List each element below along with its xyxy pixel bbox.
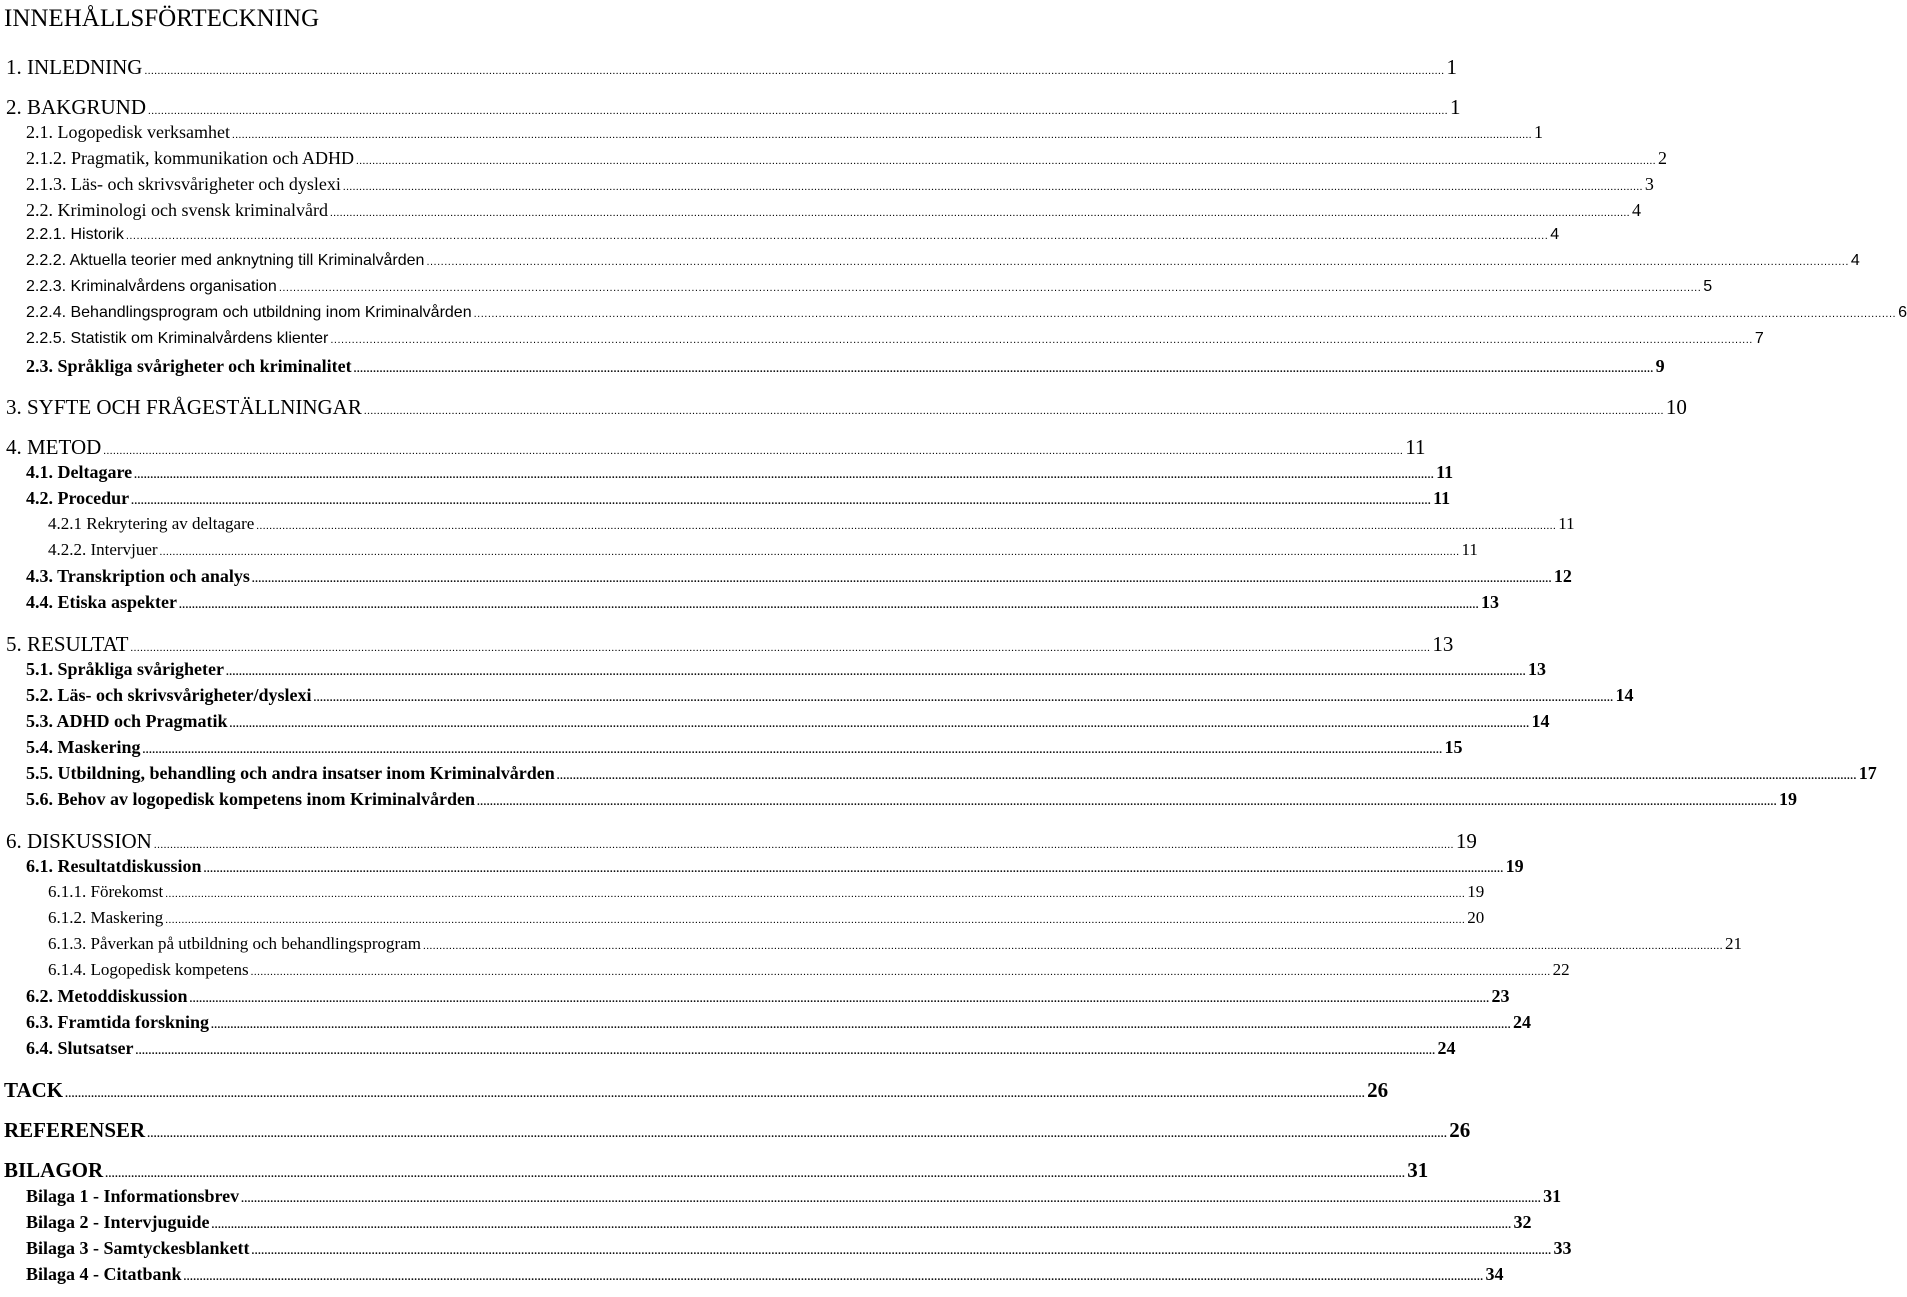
toc-leader-dots: ................................................................................................................................................................................................................................................................................................................................................................................................................ [130,642,1431,654]
toc-leader-dots: ................................................................................................................................................................................................................................................................................................................................................................................................................ [144,65,1445,77]
toc-entry[interactable] [6,632,1454,657]
toc-entry[interactable] [26,304,1907,322]
toc-entry-page: 31 [1543,1186,1562,1206]
toc-leader-dots: ................................................................................................................................................................................................................................................................................................................................................................................................................ [65,1088,1366,1100]
toc-entry[interactable] [4,1118,1471,1143]
toc-entry[interactable] [48,514,1575,534]
toc-entry-title: 4.2. Procedur [26,488,130,508]
toc-entry[interactable] [26,711,1550,732]
toc-entry[interactable] [48,882,1485,902]
toc-entry-page: 34 [1485,1264,1504,1284]
toc-entry-page: 13 [1432,632,1454,656]
toc-entry-title: Bilaga 3 - Samtyckesblankett [26,1238,250,1258]
toc-leader-dots: ................................................................................................................................................................................................................................................................................................................................................................................................................ [231,129,1532,141]
toc-leader-dots: ................................................................................................................................................................................................................................................................................................................................................................................................................ [179,599,1480,611]
toc-entry[interactable] [6,95,1461,120]
toc-entry[interactable] [26,592,1500,613]
toc-entry-page: 11 [1433,488,1451,508]
toc-entry-page: 11 [1405,435,1426,459]
toc-entry[interactable] [26,488,1451,509]
toc-entry-title: Bilaga 1 - Informationsbrev [26,1186,240,1206]
toc-entry[interactable] [26,856,1524,877]
toc-entry-title: 5.2. Läs- och skrivsvårigheter/dyslexi [26,685,312,705]
toc-entry-page: 26 [1367,1078,1389,1102]
toc-title: INNEHÅLLSFÖRTECKNING [4,5,320,32]
toc-entry[interactable] [48,934,1742,954]
toc-entry-title: 5.1. Språkliga svårigheter [26,659,224,679]
toc-entry-page: 9 [1655,356,1665,376]
toc-entry-page: 1 [1446,55,1457,79]
toc-entry[interactable] [48,540,1478,560]
toc-leader-dots: ................................................................................................................................................................................................................................................................................................................................................................................................................ [329,207,1630,219]
toc-entry[interactable] [26,659,1546,680]
toc-leader-dots: ................................................................................................................................................................................................................................................................................................................................................................................................................ [229,718,1530,730]
toc-entry-title: 5.4. Maskering [26,737,141,757]
toc-entry-page: 19 [1467,882,1485,901]
toc-leader-dots: ................................................................................................................................................................................................................................................................................................................................................................................................................ [556,770,1857,782]
toc-entry-title: 2.2.5. Statistik om Kriminalvårdens klienter [26,330,329,347]
toc-entry-title: 6.1. Resultatdiskussion [26,856,202,876]
toc-entry-title: 4.1. Deltagare [26,462,133,482]
toc-entry-title: 2.2.4. Behandlingsprogram och utbildning inom Kriminalvården [26,304,472,321]
toc-leader-dots: ................................................................................................................................................................................................................................................................................................................................................................................................................ [355,155,1656,167]
toc-entry[interactable] [48,960,1570,980]
toc-entry-page: 15 [1444,737,1463,757]
toc-entry-page: 4 [1631,200,1641,220]
toc-leader-dots: ................................................................................................................................................................................................................................................................................................................................................................................................................ [165,914,1466,926]
toc-entry[interactable] [26,685,1634,706]
toc-entry-page: 32 [1513,1212,1532,1232]
toc-entry[interactable] [4,1078,1389,1103]
toc-leader-dots: ................................................................................................................................................................................................................................................................................................................................................................................................................ [134,469,1435,481]
toc-entry-title: Bilaga 4 - Citatbank [26,1264,182,1284]
toc-entry-page: 14 [1531,711,1550,731]
toc-leader-dots: ................................................................................................................................................................................................................................................................................................................................................................................................................ [105,1168,1406,1180]
toc-leader-dots: ................................................................................................................................................................................................................................................................................................................................................................................................................ [148,105,1449,117]
toc-entry-title: 5.6. Behov av logopedisk kompetens inom Kriminalvården [26,789,476,809]
toc-entry-title: 6.1.4. Logopedisk kompetens [48,960,249,979]
toc-entry-title: 6.3. Framtida forskning [26,1012,210,1032]
toc-entry-page: 20 [1467,908,1485,927]
toc-entry[interactable] [26,252,1860,270]
toc-entry-page: 7 [1754,330,1764,347]
toc-entry[interactable] [26,356,1665,377]
toc-leader-dots: ................................................................................................................................................................................................................................................................................................................................................................................................................ [250,966,1551,978]
toc-entry-page: 5 [1703,278,1713,295]
toc-entry[interactable] [26,1212,1532,1233]
toc-entry-title: 2.2. Kriminologi och svensk kriminalvård [26,200,328,220]
toc-entry-title: 6.4. Slutsatser [26,1038,134,1058]
toc-entry[interactable] [26,278,1713,296]
toc-entry-title: 5.3. ADHD och Pragmatik [26,711,228,731]
toc-entry[interactable] [26,986,1510,1007]
toc-entry[interactable] [26,566,1572,587]
toc-entry-page: 23 [1491,986,1510,1006]
toc-entry[interactable] [26,148,1667,169]
toc-entry-page: 6 [1898,304,1907,321]
toc-leader-dots: ................................................................................................................................................................................................................................................................................................................................................................................................................ [353,363,1654,375]
toc-entry-title: 3. SYFTE OCH FRÅGESTÄLLNINGAR [6,395,362,419]
toc-leader-dots: ................................................................................................................................................................................................................................................................................................................................................................................................................ [211,1019,1512,1031]
toc-entry-title: 2.3. Språkliga svårigheter och kriminalitet [26,356,352,376]
toc-entry-title: 4.2.1 Rekrytering av deltagare [48,514,255,533]
toc-entry-title: 4.3. Transkription och analys [26,566,250,586]
toc-entry-title: 6.2. Metoddiskussion [26,986,188,1006]
toc-leader-dots: ................................................................................................................................................................................................................................................................................................................................................................................................................ [256,520,1557,532]
toc-entry-page: 4 [1850,252,1860,269]
toc-entry-title: 5. RESULTAT [6,632,129,656]
toc-entry[interactable] [26,122,1543,143]
toc-entry[interactable] [26,737,1463,758]
toc-entry-title: TACK [4,1078,64,1102]
toc-entry-title: 1. INLEDNING [6,55,143,79]
toc-leader-dots: ................................................................................................................................................................................................................................................................................................................................................................................................................ [477,796,1778,808]
toc-leader-dots: ................................................................................................................................................................................................................................................................................................................................................................................................................ [135,1045,1436,1057]
toc-entry-title: 6. DISKUSSION [6,829,152,853]
toc-leader-dots: ................................................................................................................................................................................................................................................................................................................................................................................................................ [278,282,1702,294]
toc-leader-dots: ................................................................................................................................................................................................................................................................................................................................................................................................................ [153,839,1454,851]
toc-entry-page: 11 [1558,514,1575,533]
toc-entry-page: 2 [1657,148,1667,168]
toc-entry-title: 2.2.3. Kriminalvårdens organisation [26,278,277,295]
toc-entry[interactable] [26,1186,1562,1207]
toc-entry-title: 2.2.2. Aktuella teorier med anknytning till Kriminalvården [26,252,425,269]
toc-entry-page: 26 [1449,1118,1471,1142]
toc-entry-title: 4.2.2. Intervjuer [48,540,158,559]
toc-leader-dots: ................................................................................................................................................................................................................................................................................................................................................................................................................ [189,993,1490,1005]
toc-entry-page: 12 [1553,566,1572,586]
toc-leader-dots: ................................................................................................................................................................................................................................................................................................................................................................................................................ [103,445,1404,457]
toc-leader-dots: ................................................................................................................................................................................................................................................................................................................................................................................................................ [342,181,1643,193]
toc-entry-title: 4. METOD [6,435,102,459]
toc-entry-page: 14 [1615,685,1634,705]
toc-entry-page: 3 [1644,174,1654,194]
toc-entry-page: 24 [1513,1012,1532,1032]
toc-entry[interactable] [26,330,1764,348]
toc-entry-page: 33 [1553,1238,1572,1258]
toc-entry-title: BILAGOR [4,1158,104,1182]
toc-leader-dots: ................................................................................................................................................................................................................................................................................................................................................................................................................ [363,405,1664,417]
toc-leader-dots: ................................................................................................................................................................................................................................................................................................................................................................................................................ [313,692,1614,704]
toc-entry[interactable] [26,789,1798,810]
toc-leader-dots: ................................................................................................................................................................................................................................................................................................................................................................................................................ [125,230,1549,242]
toc-entry-page: 31 [1407,1158,1429,1182]
toc-entry-page: 10 [1665,395,1687,419]
toc-leader-dots: ................................................................................................................................................................................................................................................................................................................................................................................................................ [473,308,1897,320]
toc-entry[interactable] [26,763,1877,784]
toc-entry[interactable] [26,1012,1532,1033]
toc-leader-dots: ................................................................................................................................................................................................................................................................................................................................................................................................................ [147,1128,1448,1140]
toc-entry[interactable] [26,1238,1572,1259]
toc-entry-page: 13 [1481,592,1500,612]
toc-entry-page: 19 [1505,856,1524,876]
toc-leader-dots: ................................................................................................................................................................................................................................................................................................................................................................................................................ [159,546,1460,558]
toc-entry[interactable] [4,1158,1429,1183]
toc-entry-page: 22 [1552,960,1570,979]
toc-leader-dots: ................................................................................................................................................................................................................................................................................................................................................................................................................ [131,495,1432,507]
toc-entry-page: 19 [1455,829,1477,853]
toc-entry-title: Bilaga 2 - Intervjuguide [26,1212,210,1232]
toc-leader-dots: ................................................................................................................................................................................................................................................................................................................................................................................................................ [183,1271,1484,1283]
toc-entry[interactable] [26,1038,1456,1059]
toc-entry-page: 4 [1550,226,1560,243]
toc-entry[interactable] [6,395,1687,420]
toc-entry-title: 2.2.1. Historik [26,226,124,243]
toc-leader-dots: ................................................................................................................................................................................................................................................................................................................................................................................................................ [426,256,1849,268]
toc-entry-title: REFERENSER [4,1118,146,1142]
toc-entry-page: 11 [1461,540,1478,559]
toc-entry-page: 17 [1858,763,1877,783]
toc-entry-title: 6.1.1. Förekomst [48,882,164,901]
toc-leader-dots: ................................................................................................................................................................................................................................................................................................................................................................................................................ [211,1219,1512,1231]
toc-entry[interactable] [48,908,1485,928]
toc-entry-page: 1 [1450,95,1461,119]
toc-leader-dots: ................................................................................................................................................................................................................................................................................................................................................................................................................ [330,334,1753,346]
toc-entry-page: 1 [1533,122,1543,142]
toc-entry-page: 13 [1528,659,1546,679]
toc-leader-dots: ................................................................................................................................................................................................................................................................................................................................................................................................................ [203,863,1504,875]
toc-entry-title: 4.4. Etiska aspekter [26,592,178,612]
toc-entry-title: 6.1.2. Maskering [48,908,164,927]
toc-entry-title: 5.5. Utbildning, behandling och andra insatser inom Kriminalvården [26,763,555,783]
toc-entry-page: 19 [1779,789,1798,809]
toc-leader-dots: ................................................................................................................................................................................................................................................................................................................................................................................................................ [165,888,1466,900]
toc-entry-title: 2.1. Logopedisk verksamhet [26,122,230,142]
toc-entry[interactable] [6,829,1477,854]
toc-entry[interactable] [26,200,1641,221]
toc-entry-page: 24 [1437,1038,1456,1058]
toc-leader-dots: ................................................................................................................................................................................................................................................................................................................................................................................................................ [142,744,1443,756]
toc-entry[interactable] [26,174,1654,195]
toc-entry[interactable] [26,1264,1504,1285]
toc-leader-dots: ................................................................................................................................................................................................................................................................................................................................................................................................................ [251,573,1552,585]
toc-entry-title: 2.1.2. Pragmatik, kommunikation och ADHD [26,148,354,168]
toc-entry[interactable] [6,55,1457,80]
toc-entry-title: 6.1.3. Påverkan på utbildning och behandlingsprogram [48,934,421,953]
toc-entry[interactable] [6,435,1426,460]
toc-leader-dots: ................................................................................................................................................................................................................................................................................................................................................................................................................ [251,1245,1552,1257]
toc-entry-title: 2.1.3. Läs- och skrivsvårigheter och dyslexi [26,174,341,194]
toc-entry-title: 2. BAKGRUND [6,95,147,119]
toc-entry[interactable] [26,462,1454,483]
toc-entry[interactable] [26,226,1560,244]
toc-leader-dots: ................................................................................................................................................................................................................................................................................................................................................................................................................ [241,1193,1542,1205]
toc-entry-page: 11 [1436,462,1454,482]
toc-entry-page: 21 [1724,934,1742,953]
toc-leader-dots: ................................................................................................................................................................................................................................................................................................................................................................................................................ [226,666,1526,678]
toc-leader-dots: ................................................................................................................................................................................................................................................................................................................................................................................................................ [422,940,1723,952]
